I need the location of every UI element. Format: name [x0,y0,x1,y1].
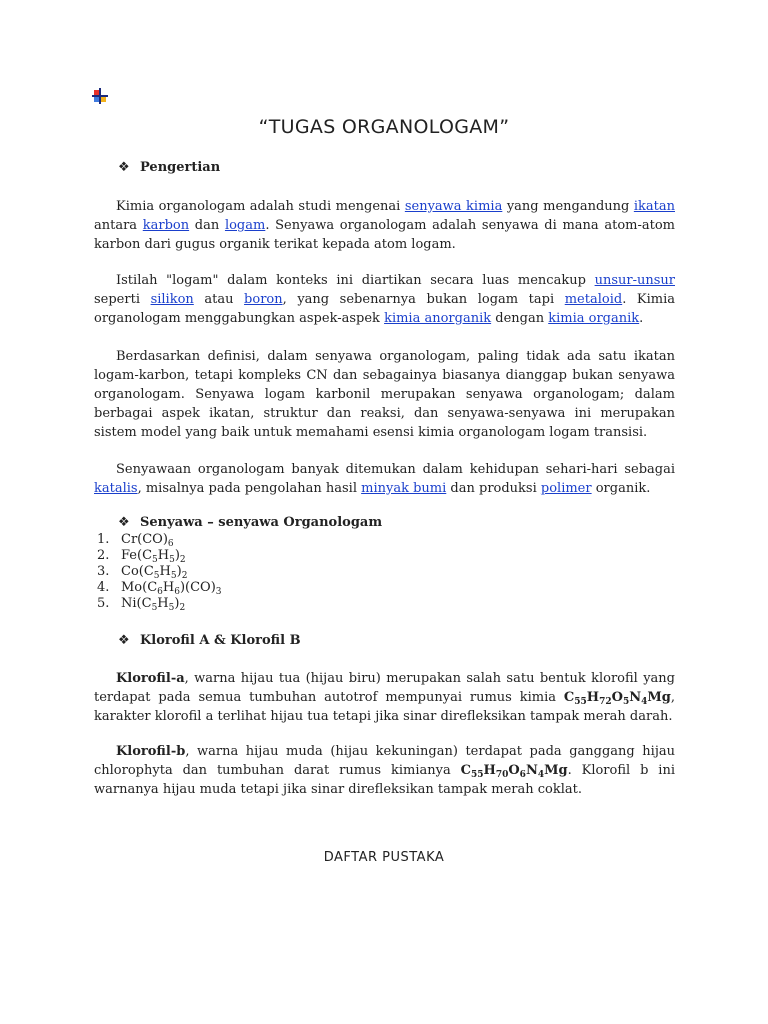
diamond-bullet-icon: ❖ [118,160,130,175]
list-item: 1. $Cr(CO)_6$ [97,532,174,549]
list-item: 3. $Co(C_5H_5)_2$ [97,564,188,581]
link-kimia-anorganik[interactable]: kimia anorganik [384,311,492,326]
paragraph-istilah-logam: Istilah "logam" dalam konteks ini diartikan secara luas mencakup unsur-unsur seperti silikon atau boron, yang sebenarnya bukan logam tapi metaloid. Kimia organologam menggabungkan aspek-aspek kimia anorganik dengan kimia organik. [94,273,676,326]
link-minyak-bumi[interactable]: minyak bumi [361,481,447,496]
link-karbon[interactable]: karbon [142,218,190,233]
link-kimia-organik[interactable]: kimia organik [548,311,640,326]
page-title: “TUGAS ORGANOLOGAM” [258,116,510,138]
paragraph-klorofil-a: Klorofil-a, warna hijau tua (hijau biru) merupakan salah satu bentuk klorofil yang terdapat pada semua tumbuhan autotrof mempunyai rumus kimia $C_{55}H_{72}O_5N_4Mg$, karakter klorofil a terlihat hijau tua tetapi jika sinar direfleksikan tampak merah darah. [94,671,675,724]
paragraph-klorofil-b: Klorofil-b, warna hijau muda (hijau kekuningan) terdapat pada ganggang hijau chlorophyta dan tumbuhan darat rumus kimianya $C_{55}H_{70}O_6N_4Mg$. Klorofil b ini warnanya hijau muda tetapi jika sinar direfleksikan tampak merah coklat. [94,744,675,797]
link-ikatan[interactable]: ikatan [633,199,675,214]
link-polimer[interactable]: polimer [540,481,592,496]
list-item: 2. $Fe(C_5H_5)_2$ [97,548,186,565]
paragraph-berdasarkan-definisi: Berdasarkan definisi, dalam senyawa organologam, paling tidak ada satu ikatan logam-karbon, tetapi kompleks CN dan sebagainya biasanya dianggap bukan senyawa organologam. Senyawa logam karbonil merupakan senyawa organologam; dalam berbagai aspek ikatan, struktur dan reaksi, dan senyawa-senyawa ini merupakan sistem model yang baik untuk memahami esensi kimia organologam logam transisi. [94,349,675,440]
section-heading-klorofil: ❖ Klorofil A & Klorofil B [118,633,301,648]
section-heading-pengertian: ❖ Pengertian [118,160,221,175]
section-heading-senyawa: ❖ Senyawa – senyawa Organologam [118,515,383,530]
paragraph-definition: Kimia organologam adalah studi mengenai senyawa kimia yang mengandung ikatan antara karbon dan logam. Senyawa organologam adalah senyawa di mana atom-atom karbon dari gugus organik terikat kepada atom logam. [94,199,675,252]
decorative-bullet-icon [92,88,108,104]
link-silikon[interactable]: silikon [150,292,194,307]
paragraph-senyawaan-organologam: Senyawaan organologam banyak ditemukan dalam kehidupan sehari-hari sebagai katalis, misalnya pada pengolahan hasil minyak bumi dan produksi polimer organik. [94,462,675,496]
list-item: 5. $Ni(C_5H_5)_2$ [97,596,186,613]
link-unsur-unsur[interactable]: unsur-unsur [594,273,675,288]
diamond-bullet-icon: ❖ [118,633,130,648]
link-boron[interactable]: boron [244,292,283,307]
link-logam[interactable]: logam [224,218,266,233]
link-metaloid[interactable]: metaloid [564,292,623,307]
diamond-bullet-icon: ❖ [118,515,130,530]
list-item: 4. $Mo(C_6H_6)(CO)_3$ [97,580,222,597]
daftar-pustaka-heading: DAFTAR PUSTAKA [323,850,445,865]
link-katalis[interactable]: katalis [94,481,138,496]
link-senyawa-kimia[interactable]: senyawa kimia [404,199,503,214]
compound-list [97,532,222,612]
